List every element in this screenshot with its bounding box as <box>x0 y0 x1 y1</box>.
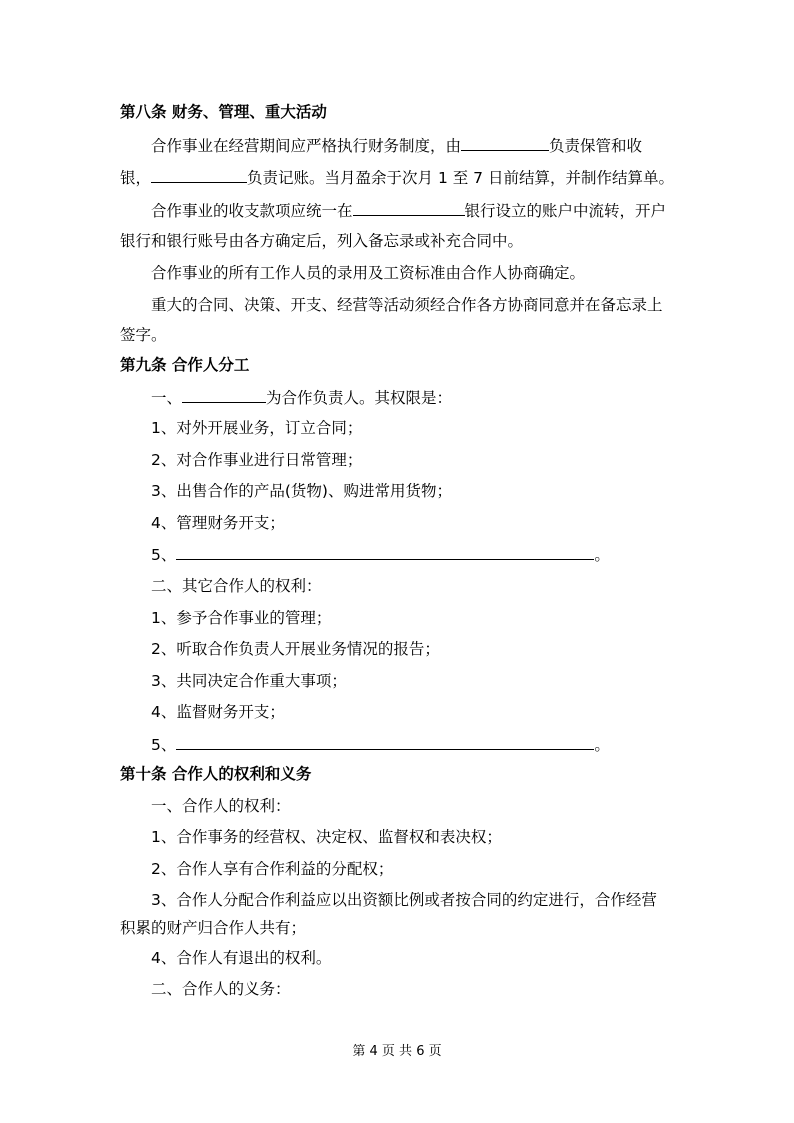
paragraph-finance-line1 <box>151 135 711 156</box>
text: 银， <box>120 169 152 187</box>
text: 。 <box>594 546 610 564</box>
blank-field-other-authority[interactable] <box>176 544 594 560</box>
paragraph-major-activities-line2: 签字。 <box>120 326 167 344</box>
rights-title: 一、合作人的权利： <box>151 797 291 815</box>
paragraph-major-activities-line1: 重大的合同、决策、开支、经营等活动须经合作各方协商同意并在备忘录上 <box>151 296 663 314</box>
text: 合作事业在经营期间应严格执行财务制度，由 <box>151 137 462 155</box>
text: 为合作负责人。其权限是： <box>266 389 453 407</box>
list-item: 2、听取合作负责人开展业务情况的报告； <box>151 640 440 658</box>
blank-field-responsible-person[interactable] <box>182 387 266 403</box>
paragraph-account-line2: 银行和银行账号由各方确定后，列入备忘录或补充合同中。 <box>120 232 524 250</box>
list-item: 2、对合作事业进行日常管理； <box>151 451 363 469</box>
list-item: 2、合作人享有合作利益的分配权； <box>151 860 394 878</box>
text: 合作事业的收支款项应统一在 <box>151 202 353 220</box>
duties-title: 二、合作人的义务： <box>151 980 291 998</box>
section-8-heading: 第八条 财务、管理、重大活动 <box>120 103 327 121</box>
list-item-continuation: 积累的财产归合作人共有； <box>120 919 307 937</box>
blank-field-bookkeeper[interactable] <box>151 167 247 183</box>
page-footer: 第 4 页 共 6 页 <box>352 1044 442 1059</box>
text: 5、 <box>151 736 177 754</box>
list-item: 3、合作人分配合作利益应以出资额比例或者按合同的约定进行，合作经营 <box>151 891 657 909</box>
section-10-heading: 第十条 合作人的权利和义务 <box>120 765 312 783</box>
blank-field-bank[interactable] <box>353 200 465 216</box>
list-item: 1、合作事务的经营权、决定权、监督权和表决权； <box>151 828 502 846</box>
blank-field-other-rights[interactable] <box>176 734 594 750</box>
blank-field-cashier[interactable] <box>461 135 549 151</box>
list-item: 4、合作人有退出的权利。 <box>151 949 332 967</box>
list-item-blank <box>151 734 711 755</box>
list-item: 4、管理财务开支； <box>151 514 285 532</box>
other-partners-rights-title: 二、其它合作人的权利： <box>151 577 322 595</box>
text: 负责记账。当月盈余于次月 1 至 7 日前结算，并制作结算单。 <box>247 169 674 187</box>
list-item: 4、监督财务开支； <box>151 703 285 721</box>
list-item: 3、共同决定合作重大事项； <box>151 672 347 690</box>
text: 一、 <box>151 389 183 407</box>
paragraph-finance-line2 <box>120 167 680 188</box>
list-item-blank <box>151 544 711 565</box>
list-item: 3、出售合作的产品(货物)、购进常用货物； <box>151 482 452 500</box>
responsible-person-line <box>151 387 711 408</box>
text: 负责保管和收 <box>549 137 643 155</box>
paragraph-staff: 合作事业的所有工作人员的录用及工资标准由合作人协商确定。 <box>151 264 586 282</box>
text: 银行设立的账户中流转，开户 <box>464 202 667 220</box>
list-item: 1、对外开展业务，订立合同； <box>151 419 363 437</box>
text: 。 <box>594 736 610 754</box>
section-9-heading: 第九条 合作人分工 <box>120 356 250 374</box>
paragraph-account-line1 <box>151 200 711 221</box>
list-item: 1、参予合作事业的管理； <box>151 609 332 627</box>
text: 5、 <box>151 546 177 564</box>
